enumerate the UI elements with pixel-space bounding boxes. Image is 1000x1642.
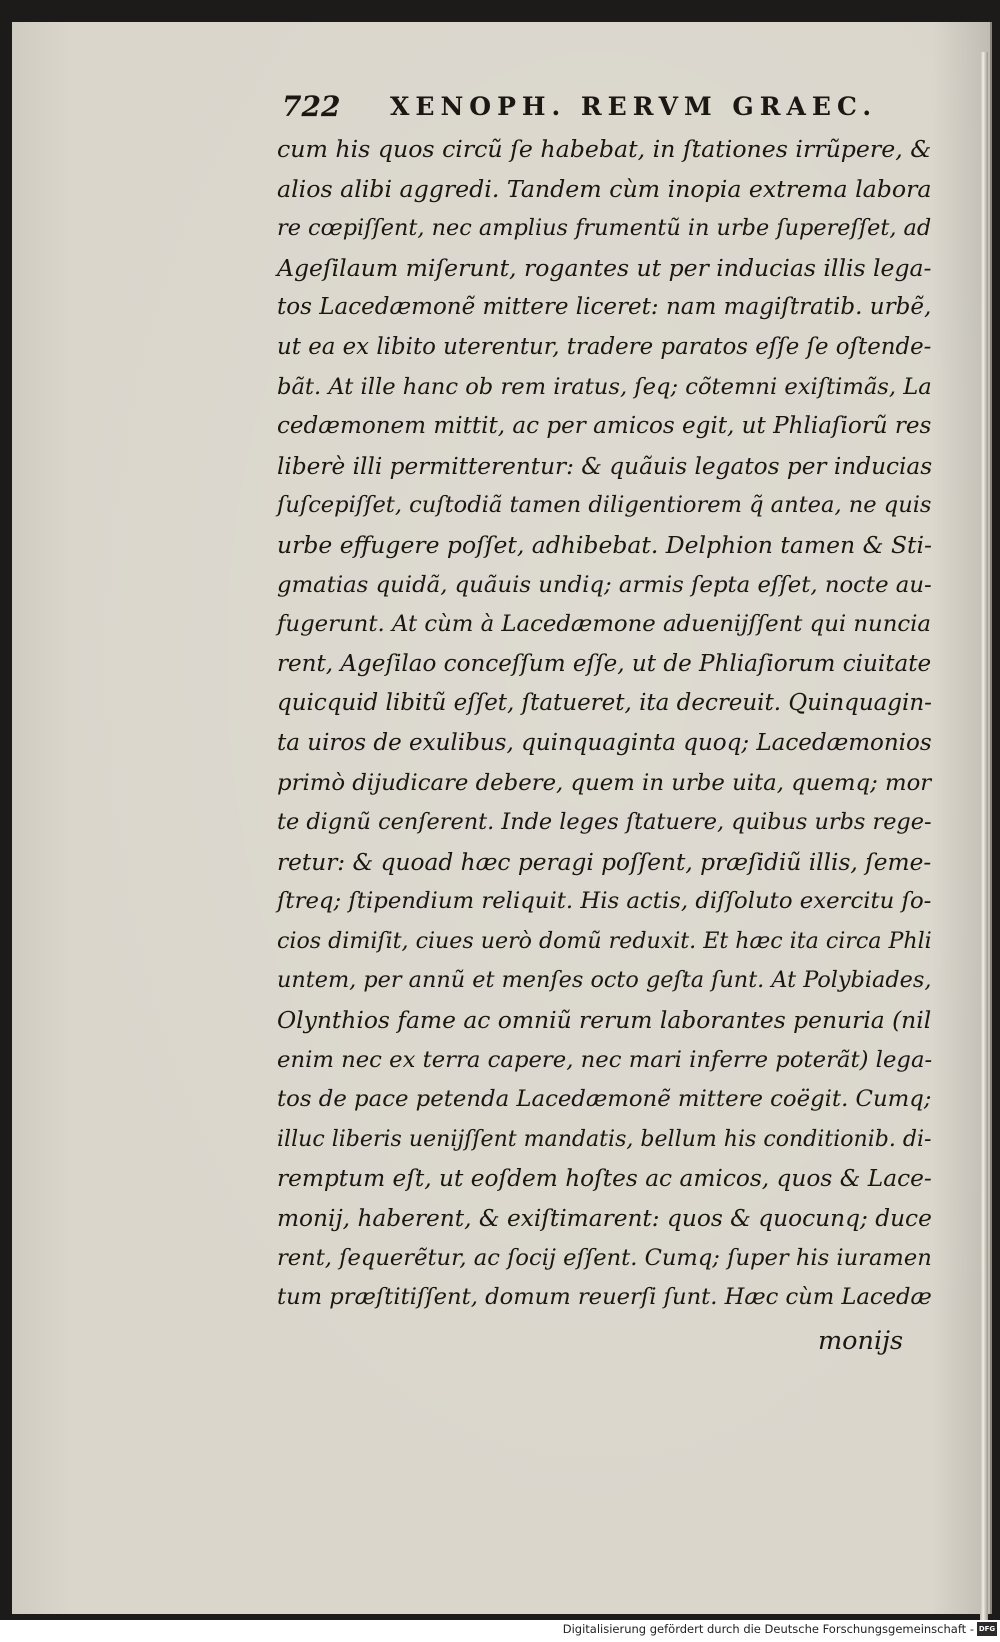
dfg-logo: DFG (977, 1622, 997, 1636)
text-line: enim nec ex terra capere, nec mari inferre poterãt) lega- (277, 1046, 933, 1073)
text-line: ta uiros de exulibus, quinquaginta quoq; Lacedæmonios (277, 729, 932, 756)
text-line: te dignũ cenſerent. Inde leges ſtatuere, quibus urbs rege- (277, 809, 932, 836)
text-line: fugerunt. At cùm à Lacedæmone aduenijſſent qui nuncia (277, 611, 931, 638)
text-line: cedæmonem mittit, ac per amicos egit, ut Phliaſiorũ res (277, 413, 932, 440)
text-line: gmatias quidã, quãuis undiq; armis ſepta eſſet, nocte au- (277, 571, 932, 598)
text-line: remptum eſt, ut eoſdem hoſtes ac amicos, quos & Lace- (277, 1165, 932, 1193)
text-line: Ageſilaum miſerunt, rogantes ut per inducias illis lega- (277, 253, 932, 282)
text-line: untem, per annũ et menſes octo geſta ſunt. At Polybiades, (277, 967, 932, 994)
body-text (277, 130, 937, 1318)
catchword: monijs (818, 1326, 904, 1356)
text-line: illuc liberis uenijſſent mandatis, bellum his conditionib. di- (277, 1126, 932, 1152)
text-line: monij, haberent, & exiſtimarent: quos & quocunq; duce (277, 1205, 932, 1233)
page-number: 722 (282, 90, 341, 123)
text-line: urbe effugere poſſet, adhibebat. Delphion tamen & Sti- (277, 530, 932, 559)
text-line: ſtreq; ſtipendium reliquit. His actis, diſſoluto exercitu ſo- (277, 888, 932, 915)
text-line: retur: & quoad hæc peragi poſſent, præſidiũ illis, ſeme- (277, 848, 932, 876)
text-line: tum præſtitiſſent, domum reuerſi ſunt. Hæc cùm Lacedæ (277, 1284, 932, 1311)
text-line: ut ea ex libito uterentur, tradere paratos eſſe ſe oſtende- (277, 333, 932, 360)
text-line: tos de pace petenda Lacedæmonẽ mittere coëgit. Cumq; (277, 1086, 932, 1113)
text-line: bãt. At ille hanc ob rem iratus, ſeq; cõtemni exiſtimãs, La (277, 373, 932, 400)
text-line: quicquid libitũ eſſet, ſtatueret, ita decreuit. Quinquagin- (277, 690, 932, 717)
page-edge (980, 52, 988, 1638)
text-line: Olynthios fame ac omniũ rerum laborantes penuria (nil (277, 1006, 932, 1035)
text-line: alios alibi aggredi. Tandem cùm inopia extrema labora (277, 174, 932, 203)
running-head (282, 88, 882, 128)
text-line: tos Lacedæmonẽ mittere liceret: nam magiſtratib. urbẽ, (277, 294, 932, 321)
text-line: liberè illi permitterentur: & quãuis legatos per inducias (277, 452, 933, 480)
text-line: cios dimiſit, ciues uerò domũ reduxit. Et hæc ita circa Phli (277, 927, 932, 954)
text-line: ſuſcepiſſet, cuſtodiã tamen diligentiorem q̃ antea, ne quis (277, 492, 932, 519)
running-title: XENOPH. RERVM GRAEC. (390, 92, 878, 121)
digitization-footer (0, 1620, 1000, 1642)
text-line: cum his quos circũ ſe habebat, in ſtationes irrũpere, & (277, 135, 932, 163)
text-line: re cœpiſſent, nec amplius frumentũ in urbe ſupereſſet, ad (277, 215, 932, 242)
text-line: primò dijudicare debere, quem in urbe uita, quemq; mor (277, 769, 932, 796)
funding-credit: Digitalisierung gefördert durch die Deutsche Forschungsgemeinschaft - (562, 1622, 974, 1636)
text-line: rent, Ageſilao conceſſum eſſe, ut de Phliaſiorum ciuitate (277, 650, 932, 677)
text-line: rent, ſequerẽtur, ac ſocij eſſent. Cumq; ſuper his iuramen (277, 1244, 932, 1271)
